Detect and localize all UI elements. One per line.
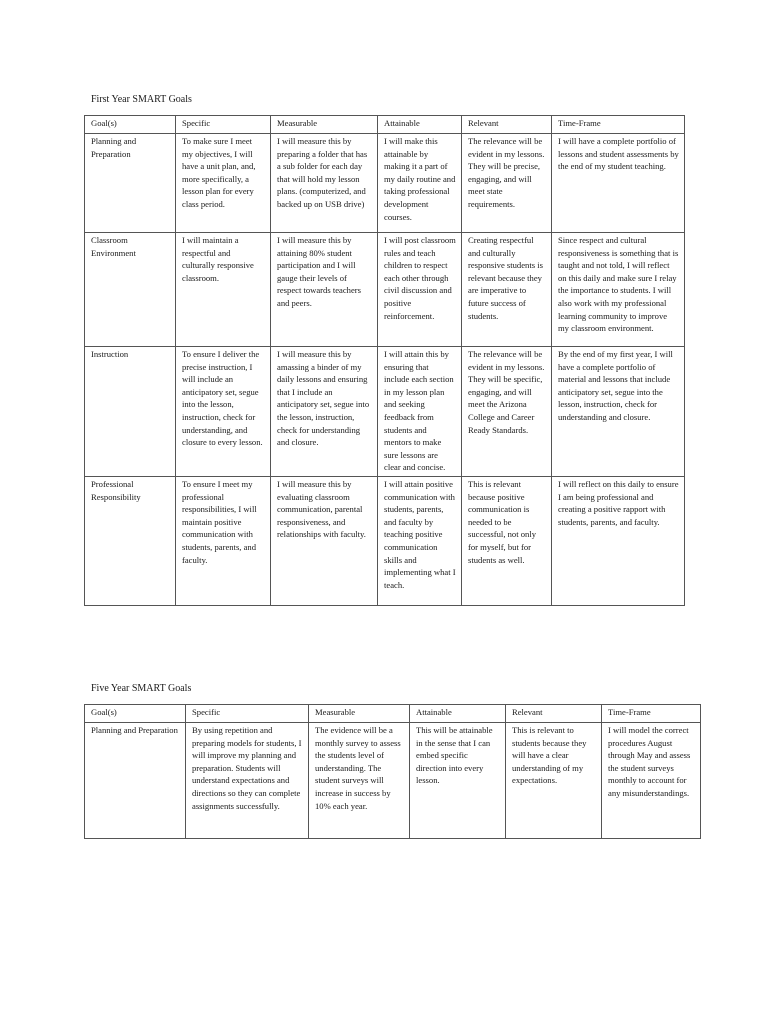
header-relevant: Relevant (462, 116, 552, 134)
measurable-cell: I will measure this by preparing a folder that has a sub folder for each day that will hold my lesson plans. (computerized, and backed up on USB drive) (271, 134, 378, 233)
table-row (85, 476, 685, 605)
specific-cell: I will maintain a respectful and culturally responsive classroom. (176, 233, 271, 347)
specific-cell: To ensure I deliver the precise instruction, I will include an anticipatory set, segue into the lesson, instruction, check for understanding, and closure to every lesson. (176, 347, 271, 477)
relevant-cell: This is relevant to students because they will have a clear understanding of my expectations. (506, 723, 602, 839)
specific-cell: To ensure I meet my professional responsibilities, I will maintain positive communication with students, parents, and faculty. (176, 476, 271, 605)
attainable-cell: I will post classroom rules and teach children to respect each other through civil discussion and positive reinforcement. (378, 233, 462, 347)
header-measurable: Measurable (309, 705, 410, 723)
time-frame-cell: Since respect and cultural responsiveness is something that is taught and not told, I will reflect on this daily and make sure I relay the importance to students. I will also work with my professional learning community to improve my classroom environment. (552, 233, 685, 347)
goal-cell: Classroom Environment (85, 233, 176, 347)
relevant-cell: The relevance will be evident in my lessons. They will be specific, engaging, and will meet the Arizona College and Career Ready Standards. (462, 347, 552, 477)
header-time-frame: Time-Frame (552, 116, 685, 134)
goal-cell: Planning and Preparation (85, 723, 186, 839)
time-frame-cell: I will reflect on this daily to ensure I am being professional and creating a positive rapport with students, parents, and faculty. (552, 476, 685, 605)
table-row (85, 134, 685, 233)
attainable-cell: I will attain this by ensuring that include each section in my lesson plan and seeking feedback from students and mentors to make sure lessons are clear and concise. (378, 347, 462, 477)
header-specific: Specific (176, 116, 271, 134)
measurable-cell: I will measure this by evaluating classroom communication, parental responsiveness, and relationships with faculty. (271, 476, 378, 605)
goal-cell: Instruction (85, 347, 176, 477)
first-year-title: First Year SMART Goals (91, 94, 192, 105)
header-attainable: Attainable (410, 705, 506, 723)
relevant-cell: This is relevant because positive communication is needed to be successful, not only for myself, but for students as well. (462, 476, 552, 605)
specific-cell: To make sure I meet my objectives, I will have a unit plan, and, more specifically, a lesson plan for every class period. (176, 134, 271, 233)
attainable-cell: This will be attainable in the sense that I can embed specific direction into every lesson. (410, 723, 506, 839)
table-row (85, 723, 701, 839)
first-year-goals-table (84, 115, 685, 606)
header-specific: Specific (186, 705, 309, 723)
time-frame-cell: I will model the correct procedures August through May and assess the student surveys monthly to account for any misunderstandings. (602, 723, 701, 839)
header-goals: Goal(s) (85, 116, 176, 134)
relevant-cell: The relevance will be evident in my lessons. They will be precise, engaging, and will meet state requirements. (462, 134, 552, 233)
goal-cell: Planning and Preparation (85, 134, 176, 233)
header-measurable: Measurable (271, 116, 378, 134)
header-relevant: Relevant (506, 705, 602, 723)
table-row (85, 233, 685, 347)
measurable-cell: I will measure this by attaining 80% student participation and I will gauge their levels of respect towards teachers and peers. (271, 233, 378, 347)
header-goals: Goal(s) (85, 705, 186, 723)
attainable-cell: I will attain positive communication with students, parents, and faculty by teaching positive communication skills and implementing what I teach. (378, 476, 462, 605)
time-frame-cell: By the end of my first year, I will have a complete portfolio of material and lessons that include anticipatory set, segue into the lesson, instruction, check for understanding and closure. (552, 347, 685, 477)
measurable-cell: The evidence will be a monthly survey to assess the students level of understanding. The student surveys will increase in success by 10% each year. (309, 723, 410, 839)
time-frame-cell: I will have a complete portfolio of lessons and student assessments by the end of my student teaching. (552, 134, 685, 233)
relevant-cell: Creating respectful and culturally responsive students is relevant because they are imperative to future success of students. (462, 233, 552, 347)
table-row (85, 347, 685, 477)
attainable-cell: I will make this attainable by making it a part of my daily routine and taking professional development courses. (378, 134, 462, 233)
header-attainable: Attainable (378, 116, 462, 134)
goal-cell: Professional Responsibility (85, 476, 176, 605)
table-header-row (85, 116, 685, 134)
table-header-row (85, 705, 701, 723)
five-year-goals-table (84, 704, 701, 839)
specific-cell: By using repetition and preparing models for students, I will improve my planning and preparation. Students will understand expectations and directions so they can complete assignments successfully. (186, 723, 309, 839)
measurable-cell: I will measure this by amassing a binder of my daily lessons and ensuring that I include an anticipatory set, segue into the lesson, instruction, check for understanding and closure. (271, 347, 378, 477)
header-time-frame: Time-Frame (602, 705, 701, 723)
five-year-title: Five Year SMART Goals (91, 683, 192, 694)
